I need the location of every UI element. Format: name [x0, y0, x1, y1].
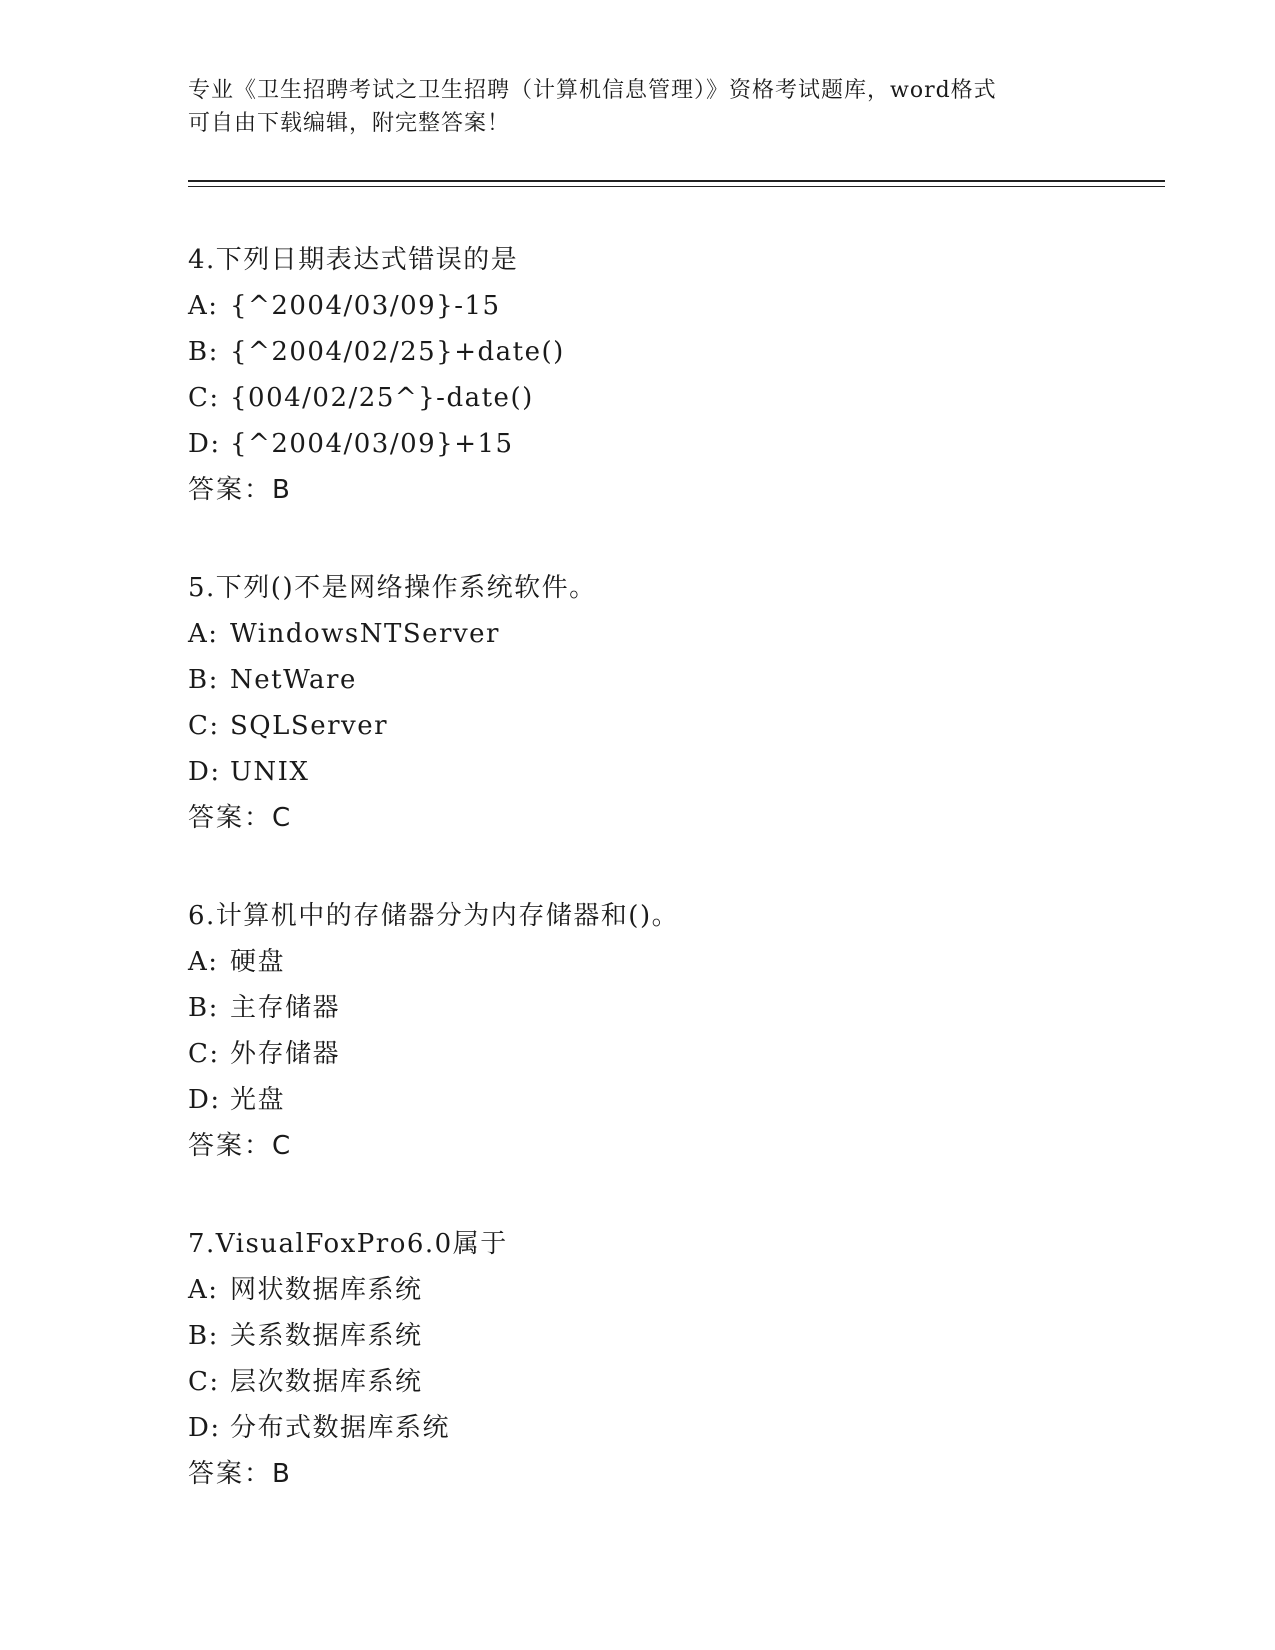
answer-line: 答案：B	[188, 475, 292, 505]
answer-line: 答案：C	[188, 1131, 293, 1161]
question-stem: 7.VisualFoxPro6.0属于	[188, 1229, 508, 1259]
question-item	[188, 893, 1148, 1169]
option-text: 光盘	[230, 1085, 286, 1115]
option-key: C:	[188, 383, 220, 413]
document-header	[188, 74, 1088, 140]
option-key: D:	[188, 757, 221, 787]
option-key: C:	[188, 1367, 220, 1397]
option-key: A:	[188, 619, 219, 649]
option-key: A:	[188, 291, 219, 321]
option-c	[188, 375, 1148, 421]
option-text: {004/02/25^}-date()	[230, 383, 534, 413]
option-text: 关系数据库系统	[230, 1321, 423, 1351]
option-key: B:	[188, 337, 219, 367]
option-key: B:	[188, 1321, 219, 1351]
option-key: C:	[188, 1039, 220, 1069]
header-line-1: 专业《卫生招聘考试之卫生招聘（计算机信息管理）》资格考试题库，word格式	[188, 78, 997, 103]
option-text: 层次数据库系统	[230, 1367, 423, 1397]
option-text: {^2004/02/25}+date()	[230, 337, 565, 367]
question-stem: 5.下列()不是网络操作系统软件。	[188, 573, 597, 603]
answer-line: 答案：B	[188, 1459, 292, 1489]
option-d	[188, 1405, 1148, 1451]
option-c	[188, 1359, 1148, 1405]
question-item	[188, 1221, 1148, 1497]
option-b	[188, 985, 1148, 1031]
option-b	[188, 329, 1148, 375]
option-a	[188, 611, 1148, 657]
header-divider-bottom	[188, 186, 1165, 187]
answer-line: 答案：C	[188, 803, 293, 833]
option-d	[188, 749, 1148, 795]
header-divider-top	[188, 180, 1165, 182]
option-text: {^2004/03/09}+15	[230, 429, 514, 459]
option-b	[188, 1313, 1148, 1359]
question-stem: 4.下列日期表达式错误的是	[188, 245, 519, 275]
option-d	[188, 1077, 1148, 1123]
option-a	[188, 283, 1148, 329]
question-list	[188, 237, 1148, 1497]
option-text: 主存储器	[230, 993, 341, 1023]
option-c	[188, 1031, 1148, 1077]
option-text: {^2004/03/09}-15	[230, 291, 501, 321]
option-text: 网状数据库系统	[230, 1275, 423, 1305]
option-b	[188, 657, 1148, 703]
option-c	[188, 703, 1148, 749]
option-key: B:	[188, 665, 219, 695]
question-item	[188, 565, 1148, 841]
option-key: D:	[188, 429, 221, 459]
option-key: A:	[188, 1275, 219, 1305]
option-text: UNIX	[230, 757, 310, 787]
option-text: WindowsNTServer	[230, 619, 500, 649]
option-text: NetWare	[230, 665, 357, 695]
header-line-2: 可自由下载编辑，附完整答案！	[188, 111, 511, 136]
option-d	[188, 421, 1148, 467]
question-item	[188, 237, 1148, 513]
option-key: A:	[188, 947, 219, 977]
question-stem: 6.计算机中的存储器分为内存储器和()。	[188, 901, 680, 931]
option-text: 硬盘	[230, 947, 286, 977]
option-key: D:	[188, 1413, 221, 1443]
option-key: B:	[188, 993, 219, 1023]
option-key: C:	[188, 711, 220, 741]
option-text: 外存储器	[230, 1039, 341, 1069]
option-key: D:	[188, 1085, 221, 1115]
option-text: 分布式数据库系统	[230, 1413, 451, 1443]
option-a	[188, 939, 1148, 985]
option-text: SQLServer	[230, 711, 389, 741]
option-a	[188, 1267, 1148, 1313]
